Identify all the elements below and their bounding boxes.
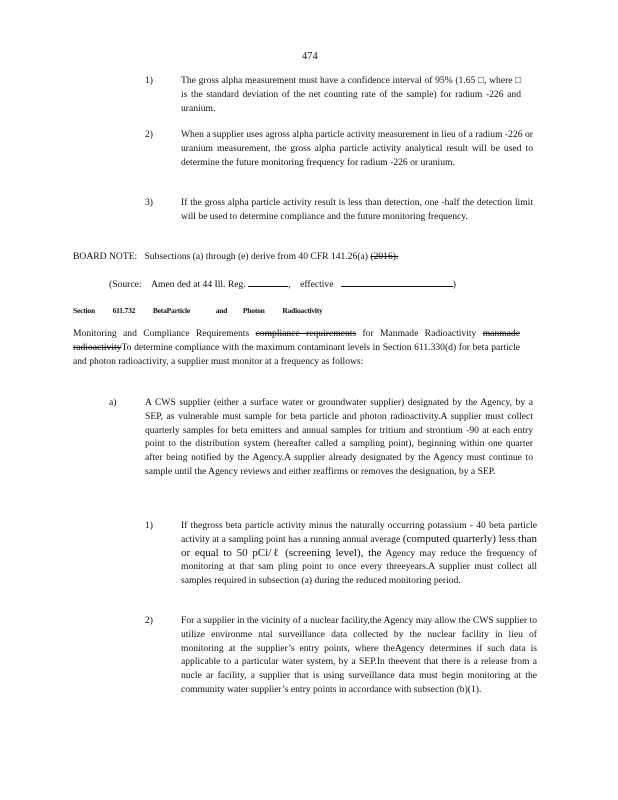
list-item-text: When a supplier uses agross alpha particle activity measurement in lieu of a radium -226 or uranium measurement, the gross alpha particle activity analytical result will be used to determine the future monitoring frequency for radium -226 or uranium. (181, 129, 533, 168)
intro-paragraph (73, 327, 520, 368)
board-note-text: Subsections (a) through (e) derive from 40 CFR 141.26(a) (144, 251, 368, 262)
sub-item-text-b: Agency may reduce the frequency of monitoring at that sam pling point to once every threeyears.A supplier must collect all samples required in subsection (a) during the reduced monitoring period. (181, 547, 537, 587)
source-close: ) (452, 279, 456, 290)
list-item-number: 2) (145, 129, 153, 140)
list-item-text: If the gross alpha particle activity result is less than detection, one -half the detection limit will be used to determine compliance and the future monitoring frequency. (181, 197, 533, 222)
sub-item-text-a: If thegross beta particle activity minus the naturally occurring potassium - 40 beta particle activity at a sampling point has a running annual average (181, 520, 537, 545)
section-title-word: Radioactivity (282, 306, 323, 315)
intro-struck1: compliance requirements (255, 328, 357, 339)
intro-part3: To determine compliance with the maximum contaminant levels in Section 611.330(d) for beta particle and photon radioactivity, a supplier must monitor at a frequency as follows: (73, 341, 520, 367)
intro-part2: for Manmade Radioactivity (362, 328, 477, 339)
section-title-word: and (215, 306, 228, 315)
item-a-text: A CWS supplier (either a surface water or groundwater supplier) designated by the Agency, by a SEP, as vulnerable must sample for beta particle and photon radioactivity.A supplier must collect quarterly samples for beta emitters and annual samples for tritium and strontium -90 at each entry point to the distribution system (hereafter called a sampling point), beginning within one quarter after being notified by the Agency.A supplier already designated by the Agency must continue to sample until the Agency reviews and either reaffirms or removes the designation, by a SEP. (145, 397, 533, 477)
blank-register-field (248, 277, 288, 287)
sub-item-number: 1) (145, 520, 153, 531)
section-number: 611.732 (112, 306, 136, 315)
source-text: Amen ded at 44 Ill. Reg. (151, 279, 246, 290)
section-title-word: Photon (242, 306, 265, 315)
source-effective: effective (300, 279, 334, 290)
board-note-struck: (2016). (370, 251, 399, 262)
list-item-text: The gross alpha measurement must have a confidence interval of 95% (1.65 □, where □ is the standard deviation of the net counting rate of the sample) for radium -226 and uranium. (181, 75, 521, 114)
intro-struck2: manmade radioactivity (73, 328, 520, 353)
section-heading (73, 304, 323, 318)
board-note-label: BOARD NOTE: (73, 251, 138, 262)
source-line (109, 277, 456, 292)
source-comma: , (288, 279, 291, 290)
sub-item-text: For a supplier in the vicinity of a nuclear facility,the Agency may allow the CWS supplier to utilize environme ntal surveillance data collected by the nuclear facility in lieu of monitoring at the supplier’s entry points, where theAgency determines if such data is applicable to a particular water system, by a SEP.In theevent that there is a release from a nucle ar facility, a supplier that is using surveillance data must begin monitoring at the community water supplier’s entry points in accordance with subsection (b)(1). (181, 615, 537, 695)
section-label: Section (73, 306, 95, 315)
page-number: 474 (302, 51, 318, 62)
intro-part1: Monitoring and Compliance Requirements (73, 328, 250, 339)
blank-effective-field (341, 277, 453, 287)
sub-item-number: 2) (145, 615, 153, 626)
board-note (73, 250, 398, 264)
source-open: (Source: (109, 279, 142, 290)
list-item-number: 1) (145, 75, 153, 86)
list-item-number: 3) (145, 197, 153, 208)
sub-item-text-big: (computed quarterly) less than or equal to 50 pCi/ℓ (screening level), the (181, 532, 537, 559)
sub-item-text (181, 519, 537, 588)
section-title-word: BetaParticle (152, 306, 191, 315)
item-a-label: a) (109, 397, 117, 408)
